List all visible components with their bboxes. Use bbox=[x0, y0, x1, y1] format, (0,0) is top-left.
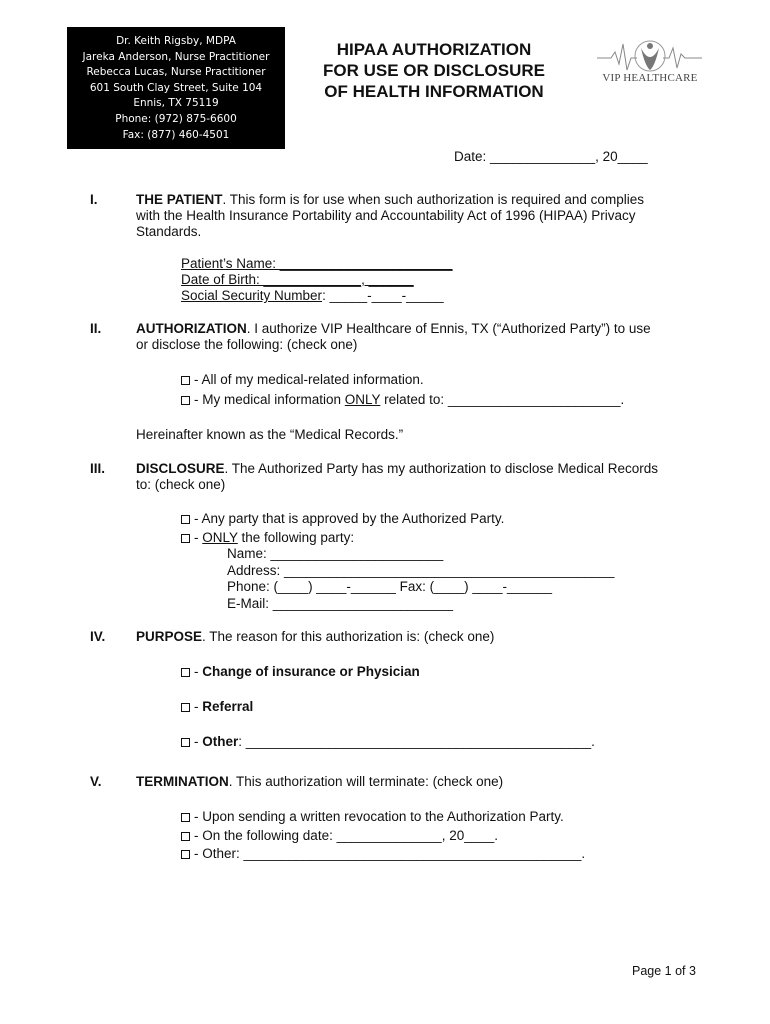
section-heading: AUTHORIZATION bbox=[136, 321, 247, 336]
disclosure-option-any: - Any party that is approved by the Authorized Party. bbox=[181, 511, 504, 528]
purpose-intro-line: PURPOSE. The reason for this authorization is: (check one) bbox=[136, 629, 495, 644]
purpose-option-referral: - Referral bbox=[181, 699, 253, 716]
checkbox[interactable] bbox=[181, 850, 190, 859]
section-heading: TERMINATION bbox=[136, 774, 229, 789]
party-phone-fax-field[interactable]: Phone: (____) ____-______ Fax: (____) ____-______ bbox=[227, 579, 552, 594]
provider-line: Dr. Keith Rigsby, MDPA bbox=[116, 35, 236, 47]
page-number: Page 1 of 3 bbox=[632, 964, 696, 978]
section-numeral: III. bbox=[90, 461, 106, 476]
checkbox[interactable] bbox=[181, 832, 190, 841]
authorization-intro-line: or disclose the following: (check one) bbox=[136, 337, 358, 352]
section-heading: DISCLOSURE bbox=[136, 461, 225, 476]
termination-option-other: - Other: _____________________________________________. bbox=[181, 846, 585, 863]
disclosure-intro-line: DISCLOSURE. The Authorized Party has my authorization to disclose Medical Records bbox=[136, 461, 658, 476]
section-numeral: V. bbox=[90, 774, 102, 789]
checkbox[interactable] bbox=[181, 515, 190, 524]
section-numeral: II. bbox=[90, 321, 102, 336]
title-line: OF HEALTH INFORMATION bbox=[324, 82, 544, 101]
party-address-field[interactable]: Address: ____________________________________________ bbox=[227, 563, 615, 578]
termination-option-revocation: - Upon sending a written revocation to the Authorization Party. bbox=[181, 809, 564, 826]
provider-fax: Fax: (877) 460-4501 bbox=[122, 128, 230, 141]
purpose-option-other: - Other: ______________________________________________. bbox=[181, 734, 595, 751]
patient-intro-line: with the Health Insurance Portability and Accountability Act of 1996 (HIPAA) Privacy bbox=[136, 208, 636, 223]
date-field: Date: ______________, 20____ bbox=[454, 149, 648, 164]
section-numeral: I. bbox=[90, 192, 98, 207]
date-of-birth-field[interactable]: Date of Birth: _____________, ______ bbox=[181, 272, 414, 287]
provider-line: Rebecca Lucas, Nurse Practitioner bbox=[86, 66, 266, 79]
title-line: FOR USE OR DISCLOSURE bbox=[323, 61, 545, 80]
checkbox[interactable] bbox=[181, 376, 190, 385]
purpose-option-insurance: - Change of insurance or Physician bbox=[181, 664, 420, 681]
hereinafter-note: Hereinafter known as the “Medical Records.” bbox=[136, 427, 404, 442]
termination-intro-line: TERMINATION. This authorization will terminate: (check one) bbox=[136, 774, 504, 789]
checkbox[interactable] bbox=[181, 813, 190, 822]
provider-city-line: Ennis, TX 75119 bbox=[133, 97, 219, 110]
party-email-field[interactable]: E-Mail: ________________________ bbox=[227, 596, 453, 611]
disclosure-option-only: - ONLY the following party: bbox=[181, 530, 354, 547]
document-title bbox=[305, 39, 563, 102]
section-heading: PURPOSE bbox=[136, 629, 203, 644]
section-heading: THE PATIENT bbox=[136, 192, 223, 207]
checkbox[interactable] bbox=[181, 396, 190, 405]
logo-text: VIP HEALTHCARE bbox=[602, 72, 698, 84]
title-line: HIPAA AUTHORIZATION bbox=[336, 40, 532, 59]
provider-line: Jareka Anderson, Nurse Practitioner bbox=[82, 50, 270, 63]
provider-info-box bbox=[67, 27, 285, 149]
ssn-field[interactable]: Social Security Number: _____-____-_____ bbox=[181, 288, 444, 303]
authorization-option-only: - My medical information ONLY related to: _______________________. bbox=[181, 392, 624, 409]
patient-intro-line: Standards. bbox=[136, 224, 202, 239]
authorization-option-all: - All of my medical-related information. bbox=[181, 372, 424, 389]
provider-address-line: 601 South Clay Street, Suite 104 bbox=[89, 81, 263, 94]
checkbox[interactable] bbox=[181, 668, 190, 677]
patient-name-field[interactable]: Patient’s Name: _______________________ bbox=[181, 256, 453, 271]
checkbox[interactable] bbox=[181, 738, 190, 747]
termination-option-date: - On the following date: ______________, 20____. bbox=[181, 828, 498, 845]
patient-intro-line: THE PATIENT. This form is for use when such authorization is required and complies bbox=[136, 192, 644, 207]
section-numeral: IV. bbox=[90, 629, 106, 644]
party-name-field[interactable]: Name: _______________________ bbox=[227, 546, 444, 561]
authorization-intro-line: AUTHORIZATION. I authorize VIP Healthcare of Ennis, TX (“Authorized Party”) to use bbox=[136, 321, 651, 336]
provider-phone: Phone: (972) 875-6600 bbox=[115, 112, 237, 125]
disclosure-intro-line: to: (check one) bbox=[136, 477, 226, 492]
checkbox[interactable] bbox=[181, 703, 190, 712]
checkbox[interactable] bbox=[181, 534, 190, 543]
